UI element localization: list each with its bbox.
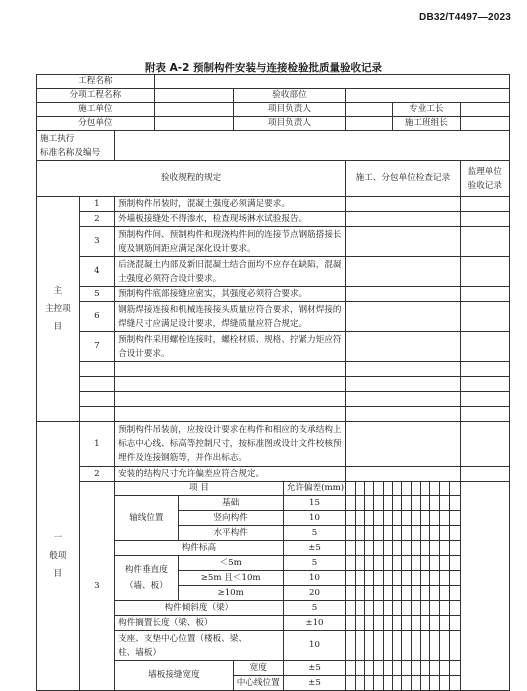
check-cell[interactable]: [421, 541, 430, 556]
tolerance-item-header: 项 目: [115, 482, 284, 496]
blank-cell[interactable]: [115, 407, 346, 422]
check-cell[interactable]: [450, 482, 460, 496]
check-cell[interactable]: [402, 526, 411, 541]
tolerance-value: 10: [283, 511, 345, 526]
main-label-line2: 主控项: [44, 304, 71, 314]
item-text: 外墙板接缝处不得渗水，检查现场淋水试验报告。: [115, 212, 346, 227]
supervisor-cell[interactable]: [460, 482, 509, 691]
project-name-label: 工程名称: [37, 75, 155, 89]
check-cell[interactable]: [355, 526, 364, 541]
team-leader-value[interactable]: [460, 117, 509, 131]
check-cell[interactable]: [439, 661, 449, 676]
blank-cell[interactable]: [115, 392, 346, 407]
item-text: 预制构件吊装时，混凝土强度必须满足要求。: [115, 197, 346, 212]
check-cell[interactable]: [411, 676, 420, 691]
check-cell[interactable]: [383, 661, 392, 676]
main-item-row: [37, 197, 510, 212]
check-cell[interactable]: [411, 631, 420, 661]
supervisor-cell[interactable]: [460, 392, 509, 407]
item-text: 预制构件底部接缝应密实，其强度必须符合要求。: [115, 287, 346, 302]
item-number: 3: [79, 482, 114, 691]
form-title: 附表 A-2 预制构件安装与连接检验批质量验收记录: [144, 62, 383, 74]
sub-manager-value[interactable]: [346, 117, 393, 131]
item-text: 预制构件吊装前，应按设计要求在构件和相应的支承结构上标志中心线、标高等控制尺寸，按标准图或设计文件校核预埋件及连接钢筋等，并作出标志。: [115, 422, 346, 467]
check-cell[interactable]: [364, 511, 373, 526]
main-item-row: [37, 212, 510, 227]
item-number: 2: [79, 467, 114, 482]
check-cell[interactable]: [355, 616, 364, 631]
check-cell[interactable]: [402, 571, 411, 586]
check-cell[interactable]: [411, 496, 420, 511]
check-cell[interactable]: [393, 676, 402, 691]
check-cell[interactable]: [364, 482, 373, 496]
tolerance-sub-label: 竖向构件: [178, 511, 283, 526]
main-item-row: [37, 227, 510, 257]
check-cell[interactable]: [383, 526, 392, 541]
item-number: 4: [79, 257, 114, 287]
blank-cell: [79, 407, 114, 422]
check-cell[interactable]: [439, 482, 449, 496]
tolerance-value: 10: [283, 631, 345, 661]
check-cell[interactable]: [364, 661, 373, 676]
check-cell[interactable]: [439, 571, 449, 586]
check-cell[interactable]: [439, 556, 449, 571]
check-cell[interactable]: [346, 586, 355, 601]
check-cell[interactable]: [383, 511, 392, 526]
check-cell[interactable]: [421, 661, 430, 676]
check-cell[interactable]: [374, 676, 383, 691]
check-cell[interactable]: [411, 511, 420, 526]
joint-width-label: 墙板接缝宽度: [115, 661, 234, 691]
check-cell[interactable]: [402, 482, 411, 496]
general-label-line3: 目: [53, 569, 63, 579]
blank-row: [37, 362, 510, 377]
supervisor-cell[interactable]: [460, 197, 509, 212]
supervisor-header-line2: 验收记录: [467, 180, 502, 191]
check-cell[interactable]: [383, 676, 392, 691]
check-cell[interactable]: [364, 631, 373, 661]
sub-project-label: 分项工程名称: [37, 89, 155, 103]
check-cell[interactable]: [430, 631, 439, 661]
item-number: 2: [79, 212, 114, 227]
check-cell[interactable]: [450, 541, 460, 556]
check-cell[interactable]: [402, 601, 411, 616]
check-cell[interactable]: [346, 482, 355, 496]
check-cell[interactable]: [346, 496, 355, 511]
contractor-label: 施工单位: [37, 103, 155, 117]
check-cell[interactable]: [430, 482, 439, 496]
check-cell[interactable]: [421, 601, 430, 616]
check-cell[interactable]: [411, 526, 420, 541]
self-check-cell[interactable]: [346, 407, 460, 422]
check-cell[interactable]: [355, 511, 364, 526]
check-cell[interactable]: [346, 571, 355, 586]
check-cell[interactable]: [411, 616, 420, 631]
check-cell[interactable]: [346, 601, 355, 616]
project-manager-label: 项目负责人: [233, 103, 345, 117]
self-check-cell[interactable]: [346, 212, 460, 227]
self-check-cell[interactable]: [346, 257, 460, 287]
self-check-cell[interactable]: [346, 377, 460, 392]
verticality-label-line2: （墙、板）: [124, 581, 168, 591]
check-cell[interactable]: [402, 511, 411, 526]
project-name-value[interactable]: [154, 75, 509, 89]
check-cell[interactable]: [402, 631, 411, 661]
main-control-label: [37, 197, 80, 422]
check-cell[interactable]: [450, 631, 460, 661]
check-cell[interactable]: [430, 601, 439, 616]
check-cell[interactable]: [364, 571, 373, 586]
check-cell[interactable]: [346, 676, 355, 691]
item-text: 钢筋焊接连接和机械连接接头质量应符合要求，钢材焊接的焊缝尺寸应满足设计要求，焊缝质量应符合规定。: [115, 302, 346, 332]
support-label-line2: 柱、墙板）: [118, 647, 162, 658]
project-manager-value[interactable]: [346, 103, 393, 117]
check-cell[interactable]: [430, 571, 439, 586]
check-cell[interactable]: [430, 526, 439, 541]
tolerance-sub-label: 宽度: [233, 661, 283, 676]
check-cell[interactable]: [374, 631, 383, 661]
tolerance-value: 5: [283, 601, 345, 616]
subcontractor-value[interactable]: [154, 117, 233, 131]
tolerance-value: ±10: [283, 616, 345, 631]
standard-label-line1: 施工执行: [40, 133, 75, 144]
supervisor-cell[interactable]: [460, 257, 509, 287]
check-cell[interactable]: [393, 511, 402, 526]
check-cell[interactable]: [402, 616, 411, 631]
check-cell[interactable]: [421, 556, 430, 571]
supervisor-cell[interactable]: [460, 287, 509, 302]
check-cell[interactable]: [374, 482, 383, 496]
check-cell[interactable]: [383, 571, 392, 586]
check-cell[interactable]: [439, 541, 449, 556]
check-cell[interactable]: [364, 601, 373, 616]
self-check-cell[interactable]: [346, 332, 460, 362]
check-cell[interactable]: [374, 511, 383, 526]
supervisor-cell[interactable]: [460, 377, 509, 392]
check-cell[interactable]: [393, 556, 402, 571]
self-check-column-header: 施工、分包单位检查记录: [346, 161, 460, 197]
supervisor-cell[interactable]: [460, 332, 509, 362]
blank-cell[interactable]: [115, 362, 346, 377]
standard-label: [37, 131, 115, 161]
check-cell[interactable]: [346, 631, 355, 661]
check-cell[interactable]: [355, 541, 364, 556]
check-cell[interactable]: [411, 601, 420, 616]
check-cell[interactable]: [355, 661, 364, 676]
check-cell[interactable]: [411, 571, 420, 586]
tolerance-value: 20: [283, 586, 345, 601]
sub-manager-label: 项目负责人: [233, 117, 345, 131]
check-cell[interactable]: [364, 586, 373, 601]
check-cell[interactable]: [439, 676, 449, 691]
check-cell[interactable]: [450, 526, 460, 541]
check-cell[interactable]: [439, 631, 449, 661]
foreman-label: 专业工长: [393, 103, 461, 117]
check-cell[interactable]: [439, 616, 449, 631]
check-cell[interactable]: [355, 571, 364, 586]
blank-cell: [79, 377, 114, 392]
tolerance-sub-label: ＜5m: [178, 556, 283, 571]
blank-row: [37, 392, 510, 407]
check-cell[interactable]: [402, 676, 411, 691]
item-number: 1: [79, 197, 114, 212]
check-cell[interactable]: [421, 616, 430, 631]
spec-column-header: 验收规程的规定: [37, 161, 346, 197]
item-number: 1: [79, 422, 114, 467]
check-cell[interactable]: [402, 661, 411, 676]
blank-cell: [79, 362, 114, 377]
check-cell[interactable]: [374, 586, 383, 601]
item-text: 预制构件间、预制构件和现浇构件间的连接节点钢筋搭接长度及钢筋间距应满足深化设计要求。: [115, 227, 346, 257]
check-cell[interactable]: [450, 496, 460, 511]
self-check-cell[interactable]: [346, 362, 460, 377]
check-cell[interactable]: [374, 526, 383, 541]
check-cell[interactable]: [439, 496, 449, 511]
tolerance-sub-label: ≥5m 且＜10m: [178, 571, 283, 586]
item-text: 安装的结构尺寸允许偏差应符合规定。: [115, 467, 346, 482]
check-cell[interactable]: [450, 511, 460, 526]
self-check-cell[interactable]: [346, 197, 460, 212]
check-cell[interactable]: [346, 541, 355, 556]
check-cell[interactable]: [450, 601, 460, 616]
general-item-row: [37, 467, 510, 482]
check-cell[interactable]: [374, 556, 383, 571]
self-check-cell[interactable]: [346, 467, 460, 482]
check-cell[interactable]: [439, 601, 449, 616]
supervisor-column-header: [460, 161, 509, 197]
check-cell[interactable]: [364, 541, 373, 556]
check-cell[interactable]: [430, 661, 439, 676]
check-cell[interactable]: [430, 586, 439, 601]
check-cell[interactable]: [346, 511, 355, 526]
check-cell[interactable]: [393, 631, 402, 661]
check-cell[interactable]: [411, 661, 420, 676]
check-cell[interactable]: [393, 661, 402, 676]
item-text: 预制构件采用螺栓连接时，螺栓材质、规格、拧紧力矩应符合设计要求。: [115, 332, 346, 362]
tolerance-value: ±5: [283, 661, 345, 676]
verticality-label-line1: 构件垂直度: [124, 565, 168, 575]
foreman-value[interactable]: [460, 103, 509, 117]
general-label-line1: 一: [53, 533, 63, 543]
check-cell[interactable]: [450, 676, 460, 691]
check-cell[interactable]: [355, 556, 364, 571]
check-cell[interactable]: [346, 616, 355, 631]
check-cell[interactable]: [450, 571, 460, 586]
bearing-length-label: 构件搁置长度（梁、板）: [115, 616, 284, 631]
check-cell[interactable]: [411, 541, 420, 556]
check-cell[interactable]: [364, 556, 373, 571]
team-leader-label: 施工班组长: [393, 117, 461, 131]
check-cell[interactable]: [439, 586, 449, 601]
check-cell[interactable]: [421, 496, 430, 511]
check-cell[interactable]: [439, 526, 449, 541]
item-text: 后浇混凝土内部及新旧混凝土结合面均不应存在缺陷，混凝土强度必须符合设计要求。: [115, 257, 346, 287]
supervisor-cell[interactable]: [460, 212, 509, 227]
general-item-row: [37, 422, 510, 467]
tolerance-value: 5: [283, 556, 345, 571]
check-cell[interactable]: [393, 601, 402, 616]
check-cell[interactable]: [393, 616, 402, 631]
tolerance-sub-label: 基础: [178, 496, 283, 511]
check-cell[interactable]: [374, 616, 383, 631]
supervisor-header-line1: 监理单位: [467, 166, 502, 177]
check-cell[interactable]: [450, 616, 460, 631]
check-cell[interactable]: [374, 661, 383, 676]
standard-value[interactable]: [115, 131, 510, 161]
check-cell[interactable]: [439, 511, 449, 526]
check-cell[interactable]: [430, 616, 439, 631]
inspection-part-value[interactable]: [346, 89, 510, 103]
check-cell[interactable]: [355, 482, 364, 496]
blank-cell[interactable]: [115, 377, 346, 392]
check-cell[interactable]: [346, 556, 355, 571]
supervisor-cell[interactable]: [460, 302, 509, 332]
check-cell[interactable]: [421, 526, 430, 541]
blank-row: [37, 407, 510, 422]
check-cell[interactable]: [411, 586, 420, 601]
check-cell[interactable]: [430, 511, 439, 526]
standard-number: DB32/T4497—2023: [419, 12, 511, 23]
tolerance-sub-label: ≥10m: [178, 586, 283, 601]
sub-project-value[interactable]: [154, 89, 233, 103]
tolerance-value: ±5: [283, 676, 345, 691]
check-cell[interactable]: [411, 556, 420, 571]
subcontractor-label: 分包单位: [37, 117, 155, 131]
check-cell[interactable]: [383, 541, 392, 556]
item-number: 3: [79, 227, 114, 257]
check-cell[interactable]: [402, 586, 411, 601]
tolerance-value: 15: [283, 496, 345, 511]
check-cell[interactable]: [450, 661, 460, 676]
check-cell[interactable]: [393, 571, 402, 586]
check-cell[interactable]: [430, 496, 439, 511]
main-label-line1: 主: [53, 286, 63, 296]
verticality-label: [115, 556, 179, 601]
supervisor-cell[interactable]: [460, 422, 509, 467]
check-cell[interactable]: [383, 601, 392, 616]
check-cell[interactable]: [421, 586, 430, 601]
check-cell[interactable]: [421, 631, 430, 661]
check-cell[interactable]: [355, 496, 364, 511]
main-item-row: [37, 287, 510, 302]
item-number: 7: [79, 332, 114, 362]
check-cell[interactable]: [374, 496, 383, 511]
check-cell[interactable]: [421, 571, 430, 586]
supervisor-cell[interactable]: [460, 362, 509, 377]
check-cell[interactable]: [374, 541, 383, 556]
check-cell[interactable]: [364, 526, 373, 541]
inspection-part-label: 验收部位: [233, 89, 345, 103]
check-cell[interactable]: [430, 556, 439, 571]
check-cell[interactable]: [393, 541, 402, 556]
inspection-record-table: [36, 74, 510, 691]
check-cell[interactable]: [393, 586, 402, 601]
check-cell[interactable]: [383, 496, 392, 511]
check-cell[interactable]: [450, 556, 460, 571]
supervisor-cell[interactable]: [460, 407, 509, 422]
check-cell[interactable]: [402, 496, 411, 511]
tolerance-deviation-header: 允许偏差(mm): [283, 482, 345, 496]
check-cell[interactable]: [383, 556, 392, 571]
check-cell[interactable]: [450, 586, 460, 601]
supervisor-cell[interactable]: [460, 227, 509, 257]
elevation-label: 构件标高: [115, 541, 284, 556]
check-cell[interactable]: [364, 616, 373, 631]
check-cell[interactable]: [430, 541, 439, 556]
main-item-row: [37, 302, 510, 332]
check-cell[interactable]: [355, 601, 364, 616]
check-cell[interactable]: [383, 586, 392, 601]
check-cell[interactable]: [355, 676, 364, 691]
check-cell[interactable]: [402, 556, 411, 571]
check-cell[interactable]: [411, 482, 420, 496]
item-number: 5: [79, 287, 114, 302]
check-cell[interactable]: [393, 482, 402, 496]
main-label-line3: 目: [53, 322, 63, 332]
item-number: 6: [79, 302, 114, 332]
check-cell[interactable]: [393, 526, 402, 541]
tolerance-sub-label: 中心线位置: [233, 676, 283, 691]
self-check-cell[interactable]: [346, 392, 460, 407]
check-cell[interactable]: [346, 661, 355, 676]
check-cell[interactable]: [430, 676, 439, 691]
check-cell[interactable]: [393, 496, 402, 511]
tolerance-header-row: [37, 482, 510, 496]
axis-position-label: 轴线位置: [115, 496, 179, 541]
check-cell[interactable]: [421, 482, 430, 496]
self-check-cell[interactable]: [346, 422, 460, 467]
standard-label-line2: 标准名称及编号: [40, 147, 101, 158]
support-label-line1: 支座、支垫中心位置（楼板、梁、: [118, 633, 247, 644]
check-cell[interactable]: [374, 601, 383, 616]
main-item-row: [37, 332, 510, 362]
check-cell[interactable]: [355, 631, 364, 661]
blank-cell: [79, 392, 114, 407]
check-cell[interactable]: [383, 482, 392, 496]
tolerance-value: 10: [283, 571, 345, 586]
check-cell[interactable]: [383, 616, 392, 631]
contractor-value[interactable]: [154, 103, 233, 117]
tilt-label: 构件倾斜度（梁）: [115, 601, 284, 616]
check-cell[interactable]: [421, 676, 430, 691]
general-label-line2: 般项: [49, 551, 67, 561]
check-cell[interactable]: [374, 571, 383, 586]
self-check-cell[interactable]: [346, 287, 460, 302]
check-cell[interactable]: [364, 676, 373, 691]
main-item-row: [37, 257, 510, 287]
tolerance-value: ±5: [283, 541, 345, 556]
supervisor-cell[interactable]: [460, 467, 509, 482]
blank-row: [37, 377, 510, 392]
general-items-label: [37, 422, 80, 691]
support-center-label: [115, 631, 284, 661]
self-check-cell[interactable]: [346, 302, 460, 332]
check-cell[interactable]: [383, 631, 392, 661]
tolerance-value: 5: [283, 526, 345, 541]
check-cell[interactable]: [364, 496, 373, 511]
check-cell[interactable]: [402, 541, 411, 556]
check-cell[interactable]: [346, 526, 355, 541]
tolerance-sub-label: 水平构件: [178, 526, 283, 541]
check-cell[interactable]: [421, 511, 430, 526]
check-cell[interactable]: [355, 586, 364, 601]
self-check-cell[interactable]: [346, 227, 460, 257]
